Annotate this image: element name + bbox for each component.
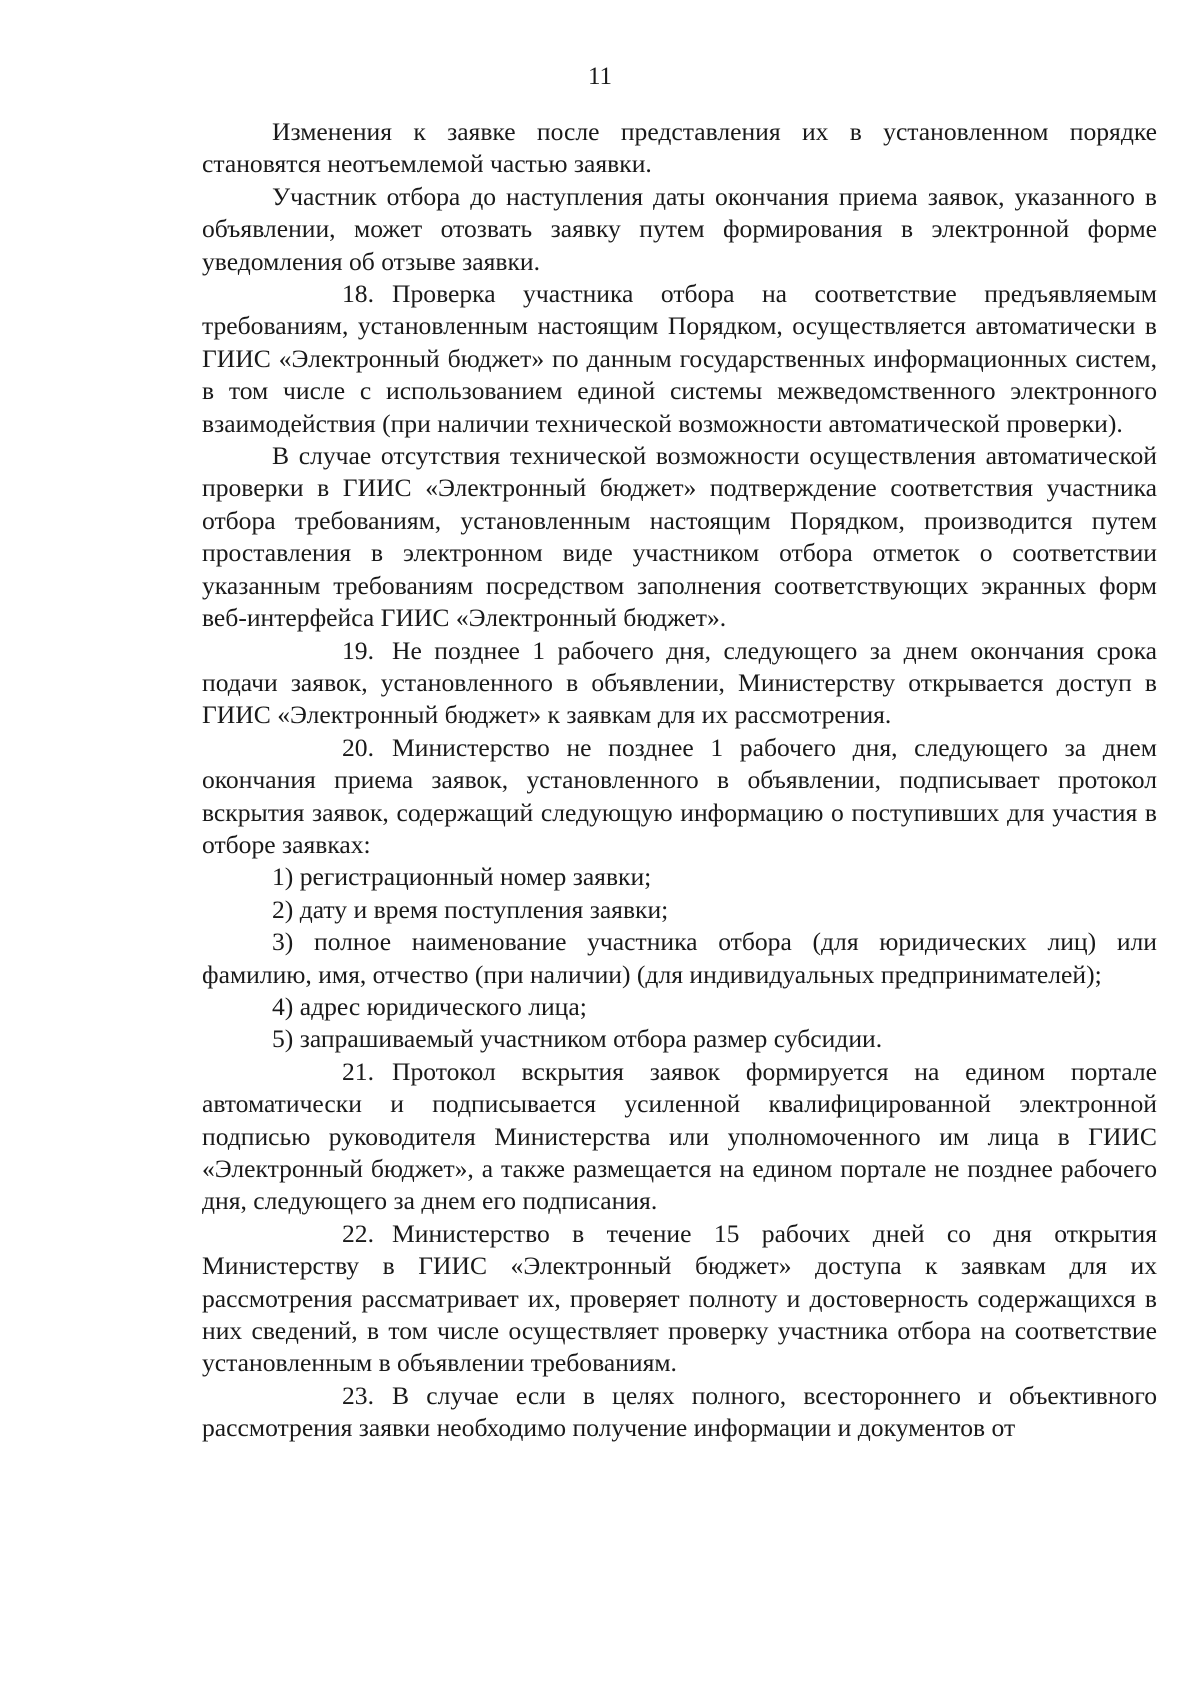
paragraph-text: 4) адрес юридического лица;	[272, 991, 587, 1021]
list-item-3	[202, 926, 1157, 991]
paragraph-text: Министерство в течение 15 рабочих дней со дня открытия Министерству в ГИИС «Электронный бюджет» доступа к заявкам для их рассмотрения рассматривает их, проверяет полноту и достоверность содержащихся в них сведений, в том числе осуществляет проверку участника отбора на соответствие установленным в объявлении требованиям.	[202, 1218, 1157, 1378]
paragraph-text: 1) регистрационный номер заявки;	[272, 862, 652, 892]
clause-number: 23.	[342, 1380, 374, 1410]
paragraph-text: Участник отбора до наступления даты окончания приема заявок, указанного в объявлении, может отозвать заявку путем формирования в электронной форме уведомления об отзыве заявки.	[202, 181, 1157, 276]
clause-21	[202, 1056, 1157, 1218]
clause-number: 21.	[342, 1056, 374, 1086]
paragraph-text: 3) полное наименование участника отбора (для юридических лиц) или фамилию, имя, отчество (при наличии) (для индивидуальных предпринимателей);	[202, 927, 1157, 989]
clause-23	[202, 1380, 1157, 1445]
paragraph-text: Проверка участника отбора на соответствие предъявляемым требованиям, установленным настоящим Порядком, осуществляется автоматически в ГИИС «Электронный бюджет» по данным государственных информационных систем, в том числе с использованием единой системы межведомственного электронного взаимодействия (при наличии технической возможности автоматической проверки).	[202, 279, 1157, 438]
paragraph-text: В случае отсутствия технической возможности осуществления автоматической проверки в ГИИС «Электронный бюджет» подтверждение соответствия участника отбора требованиям, установленным настоящим Порядком, производится путем проставления в электронном виде участником отбора отметок о соответствии указанным требованиям посредством заполнения соответствующих экранных форм веб-интерфейса ГИИС «Электронный бюджет».	[202, 441, 1157, 633]
clause-18	[202, 278, 1157, 440]
paragraph-no-technical-possibility	[202, 440, 1157, 634]
clause-number: 22.	[342, 1218, 374, 1248]
paragraph-text: Не позднее 1 рабочего дня, следующего за днем окончания срока подачи заявок, установленного в объявлении, Министерству открывается доступ в ГИИС «Электронный бюджет» к заявкам для их рассмотрения.	[202, 635, 1157, 730]
clause-20	[202, 732, 1157, 862]
list-item-5	[202, 1023, 1157, 1055]
clause-number: 19.	[342, 635, 374, 665]
clause-number: 18.	[342, 279, 374, 309]
paragraph-withdrawal	[202, 181, 1157, 278]
page-number: 11	[587, 63, 613, 90]
paragraph-text: Министерство не позднее 1 рабочего дня, следующего за днем окончания приема заявок, установленного в объявлении, подписывает протокол вскрытия заявок, содержащий следующую информацию о поступивших для участия в отборе заявках:	[202, 732, 1157, 859]
clause-19	[202, 635, 1157, 732]
clause-number: 20.	[342, 732, 374, 762]
paragraph-text: Протокол вскрытия заявок формируется на едином портале автоматически и подписывается усиленной квалифицированной электронной подписью руководителя Министерства или уполномоченного им лица в ГИИС «Электронный бюджет», а также размещается на едином портале не позднее рабочего дня, следующего за днем его подписания.	[202, 1056, 1157, 1216]
paragraph-text: 2) дату и время поступления заявки;	[272, 894, 669, 924]
paragraph-text: В случае если в целях полного, всестороннего и объективного рассмотрения заявки необходимо получение информации и документов от	[202, 1380, 1157, 1443]
paragraph-text: Изменения к заявке после представления их в установленном порядке становятся неотъемлемой частью заявки.	[202, 117, 1157, 179]
clause-22	[202, 1218, 1157, 1380]
list-item-1	[202, 861, 1157, 893]
paragraph-amendments	[202, 116, 1157, 181]
list-item-2	[202, 894, 1157, 926]
paragraph-text: 5) запрашиваемый участником отбора размер субсидии.	[272, 1024, 883, 1054]
list-item-4	[202, 991, 1157, 1023]
document-body	[202, 116, 1157, 1445]
